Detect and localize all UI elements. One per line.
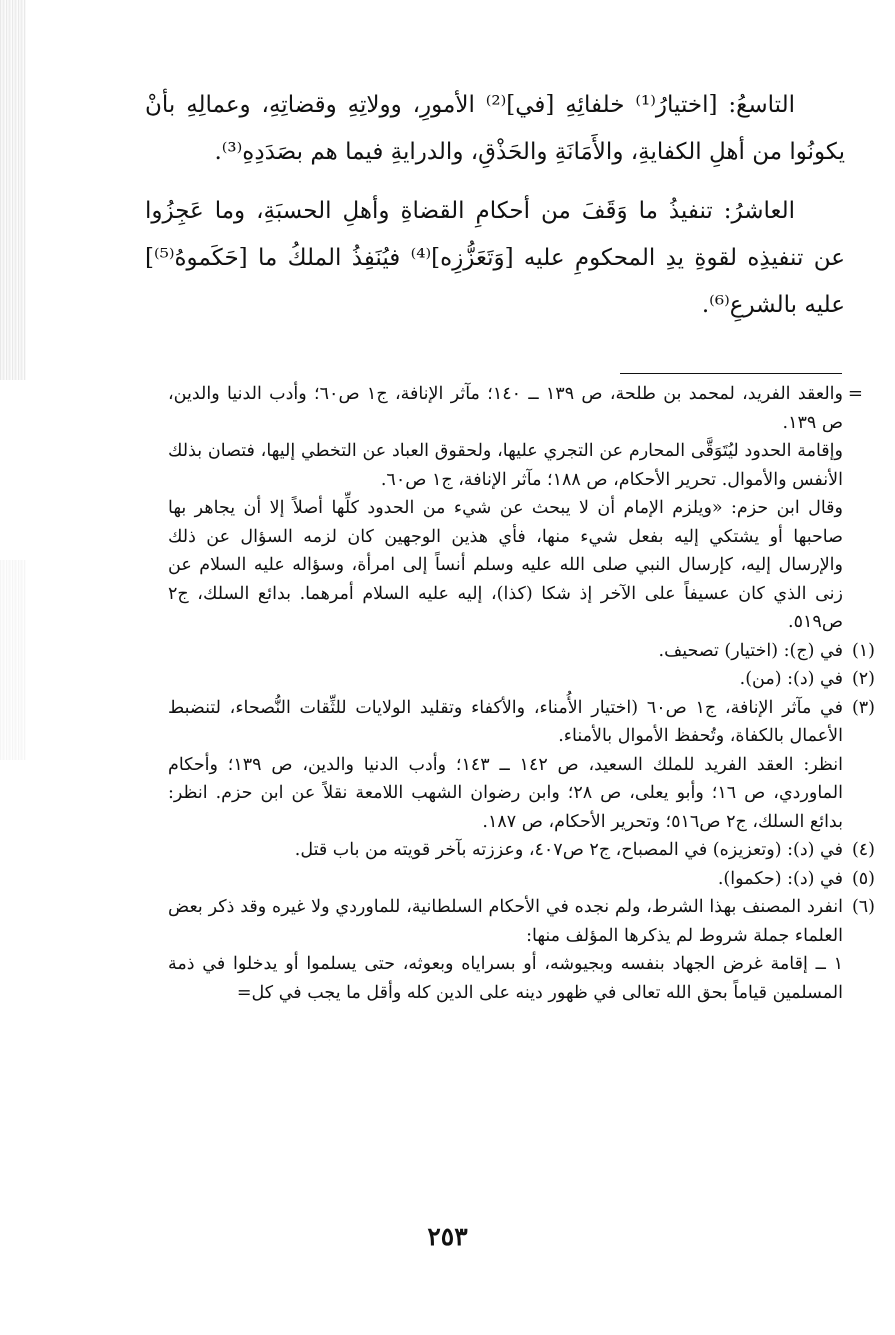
paragraph-ninth: التاسعُ: [اختيارُ⁽¹⁾ خلفائِهِ [في]⁽²⁾ الأمورِ، وولاتِهِ وقضاتِهِ، وعمالِهِ بأنْ يكونُوا من أهلِ الكفايةِ، والأَمَانَةِ والحَذْقِ، والدرايةِ فيما هم بصَدَدِهِ⁽³⁾.	[145, 92, 845, 165]
binding-shadow	[0, 0, 26, 380]
main-text	[145, 82, 845, 341]
footnote-text: ١ ــ إقامة غرض الجهاد بنفسه وبجيوشه، أو بسراياه وبعوثه، حتى يسلموا أو يدخلوا في ذمة المسلمين قياماً بحق الله تعالى في ظهور دينه على الدين كله وأقل ما يجب في كل=	[168, 954, 843, 1003]
footnote-text: في (د): (من).	[739, 669, 843, 689]
footnote-3	[168, 694, 875, 837]
footnote-number: (٦)	[851, 897, 875, 917]
binding-shadow-lower	[0, 560, 26, 760]
footnotes	[168, 380, 875, 1007]
continuation-line: والعقد الفريد، لمحمد بن طلحة، ص ١٣٩ ــ ١٤٠؛ مآثر الإنافة، ج١ ص٦٠؛ وأدب الدنيا والدين، ص ١٣٩.	[168, 384, 843, 433]
footnote-number: (٣)	[851, 697, 875, 718]
continuation-mark: =	[847, 383, 863, 404]
footnote-text: انفرد المصنف بهذا الشرط، ولم نجده في الأحكام السلطانية، للماوردي ولا غيره وقد ذكر بعض العلماء جملة شروط لم يذكرها المؤلف منها:	[168, 897, 843, 946]
continuation-line: وقال ابن حزم: «ويلزم الإمام أن لا يبحث عن شيء من الحدود كلِّها أصلاً إلا أن يجاهر بها صاحبها أو يشتكي إليه بفعل شيء منها، فأي هذين الوجهين كان لزمه السؤال عن ذلك والإرسال إليه، كإرسال النبي صلى الله عليه وسلم أنساً إلى امرأة، وسؤاله عليه السلام عن زنى الذي كان عسيفاً على الآخر إذ شكا (كذا)، إليه عليه السلام أمرهما. بدائع السلك، ج٢ ص٥١٩.	[168, 498, 843, 632]
footnote-2	[168, 665, 875, 694]
page-number: ٢٥٣	[427, 1222, 468, 1251]
footnote-text: في مآثر الإنافة، ج١ ص٦٠ (اختيار الأُمناء، والأكفاء وتقليد الولايات للثِّقات النُّصحاء، لتنضبط الأعمال بالكفاة، وتُحفظ الأموال بالأمناء.	[168, 697, 843, 746]
paragraph-tenth: العاشرُ: تنفيذُ ما وَقَفَ من أحكامِ القضاةِ وأهلِ الحسبَةِ، وما عَجِزُوا عن تنفيذِه لقوةِ يدِ المحكومِ عليه [وَتَعَزُّزِه]⁽⁴⁾ فيُنَفِذُ الملكُ ما [حَكَموهُ⁽⁵⁾] عليه بالشرعِ⁽⁶⁾.	[145, 198, 845, 318]
footnote-6	[168, 893, 875, 1007]
footnote-number: (٥)	[851, 868, 875, 889]
footnote-divider	[620, 373, 842, 374]
footnote-text: في (د): (حكموا).	[717, 868, 843, 889]
continuation-line: وإقامة الحدود ليُتَوَقَّى المحارم عن التجري عليها، ولحقوق العباد عن التخطي إليها، فتصان بذلك الأنفس والأموال. تحرير الأحكام، ص ١٨٨؛ مآثر الإنافة، ج١ ص٦٠.	[168, 441, 843, 490]
footnote-5	[168, 865, 875, 894]
footnote-4	[168, 836, 875, 865]
footnote-number: (٢)	[851, 669, 875, 689]
footnote-continuation	[168, 380, 863, 637]
footnote-1	[168, 637, 875, 666]
footnote-number: (٤)	[851, 840, 875, 860]
footnote-text: في (د): (وتعزيزه) في المصباح، ج٢ ص٤٠٧، وعززته بآخر قويته من باب قتل.	[294, 840, 843, 860]
footnote-text: في (ج): (اختيار) تصحيف.	[658, 640, 843, 661]
footnote-number: (١)	[851, 640, 875, 661]
footnote-text: انظر: العقد الفريد للملك السعيد، ص ١٤٢ ــ ١٤٣؛ وأدب الدنيا والدين، ص ١٣٩؛ وأحكام الماوردي، ص ١٦؛ وأبو يعلى، ص ٢٨؛ وابن رضوان الشهب اللامعة نقلاً عن ابن حزم. انظر: بدائع السلك، ج٢ ص٥١٦؛ وتحرير الأحكام، ص ١٨٧.	[168, 754, 843, 832]
